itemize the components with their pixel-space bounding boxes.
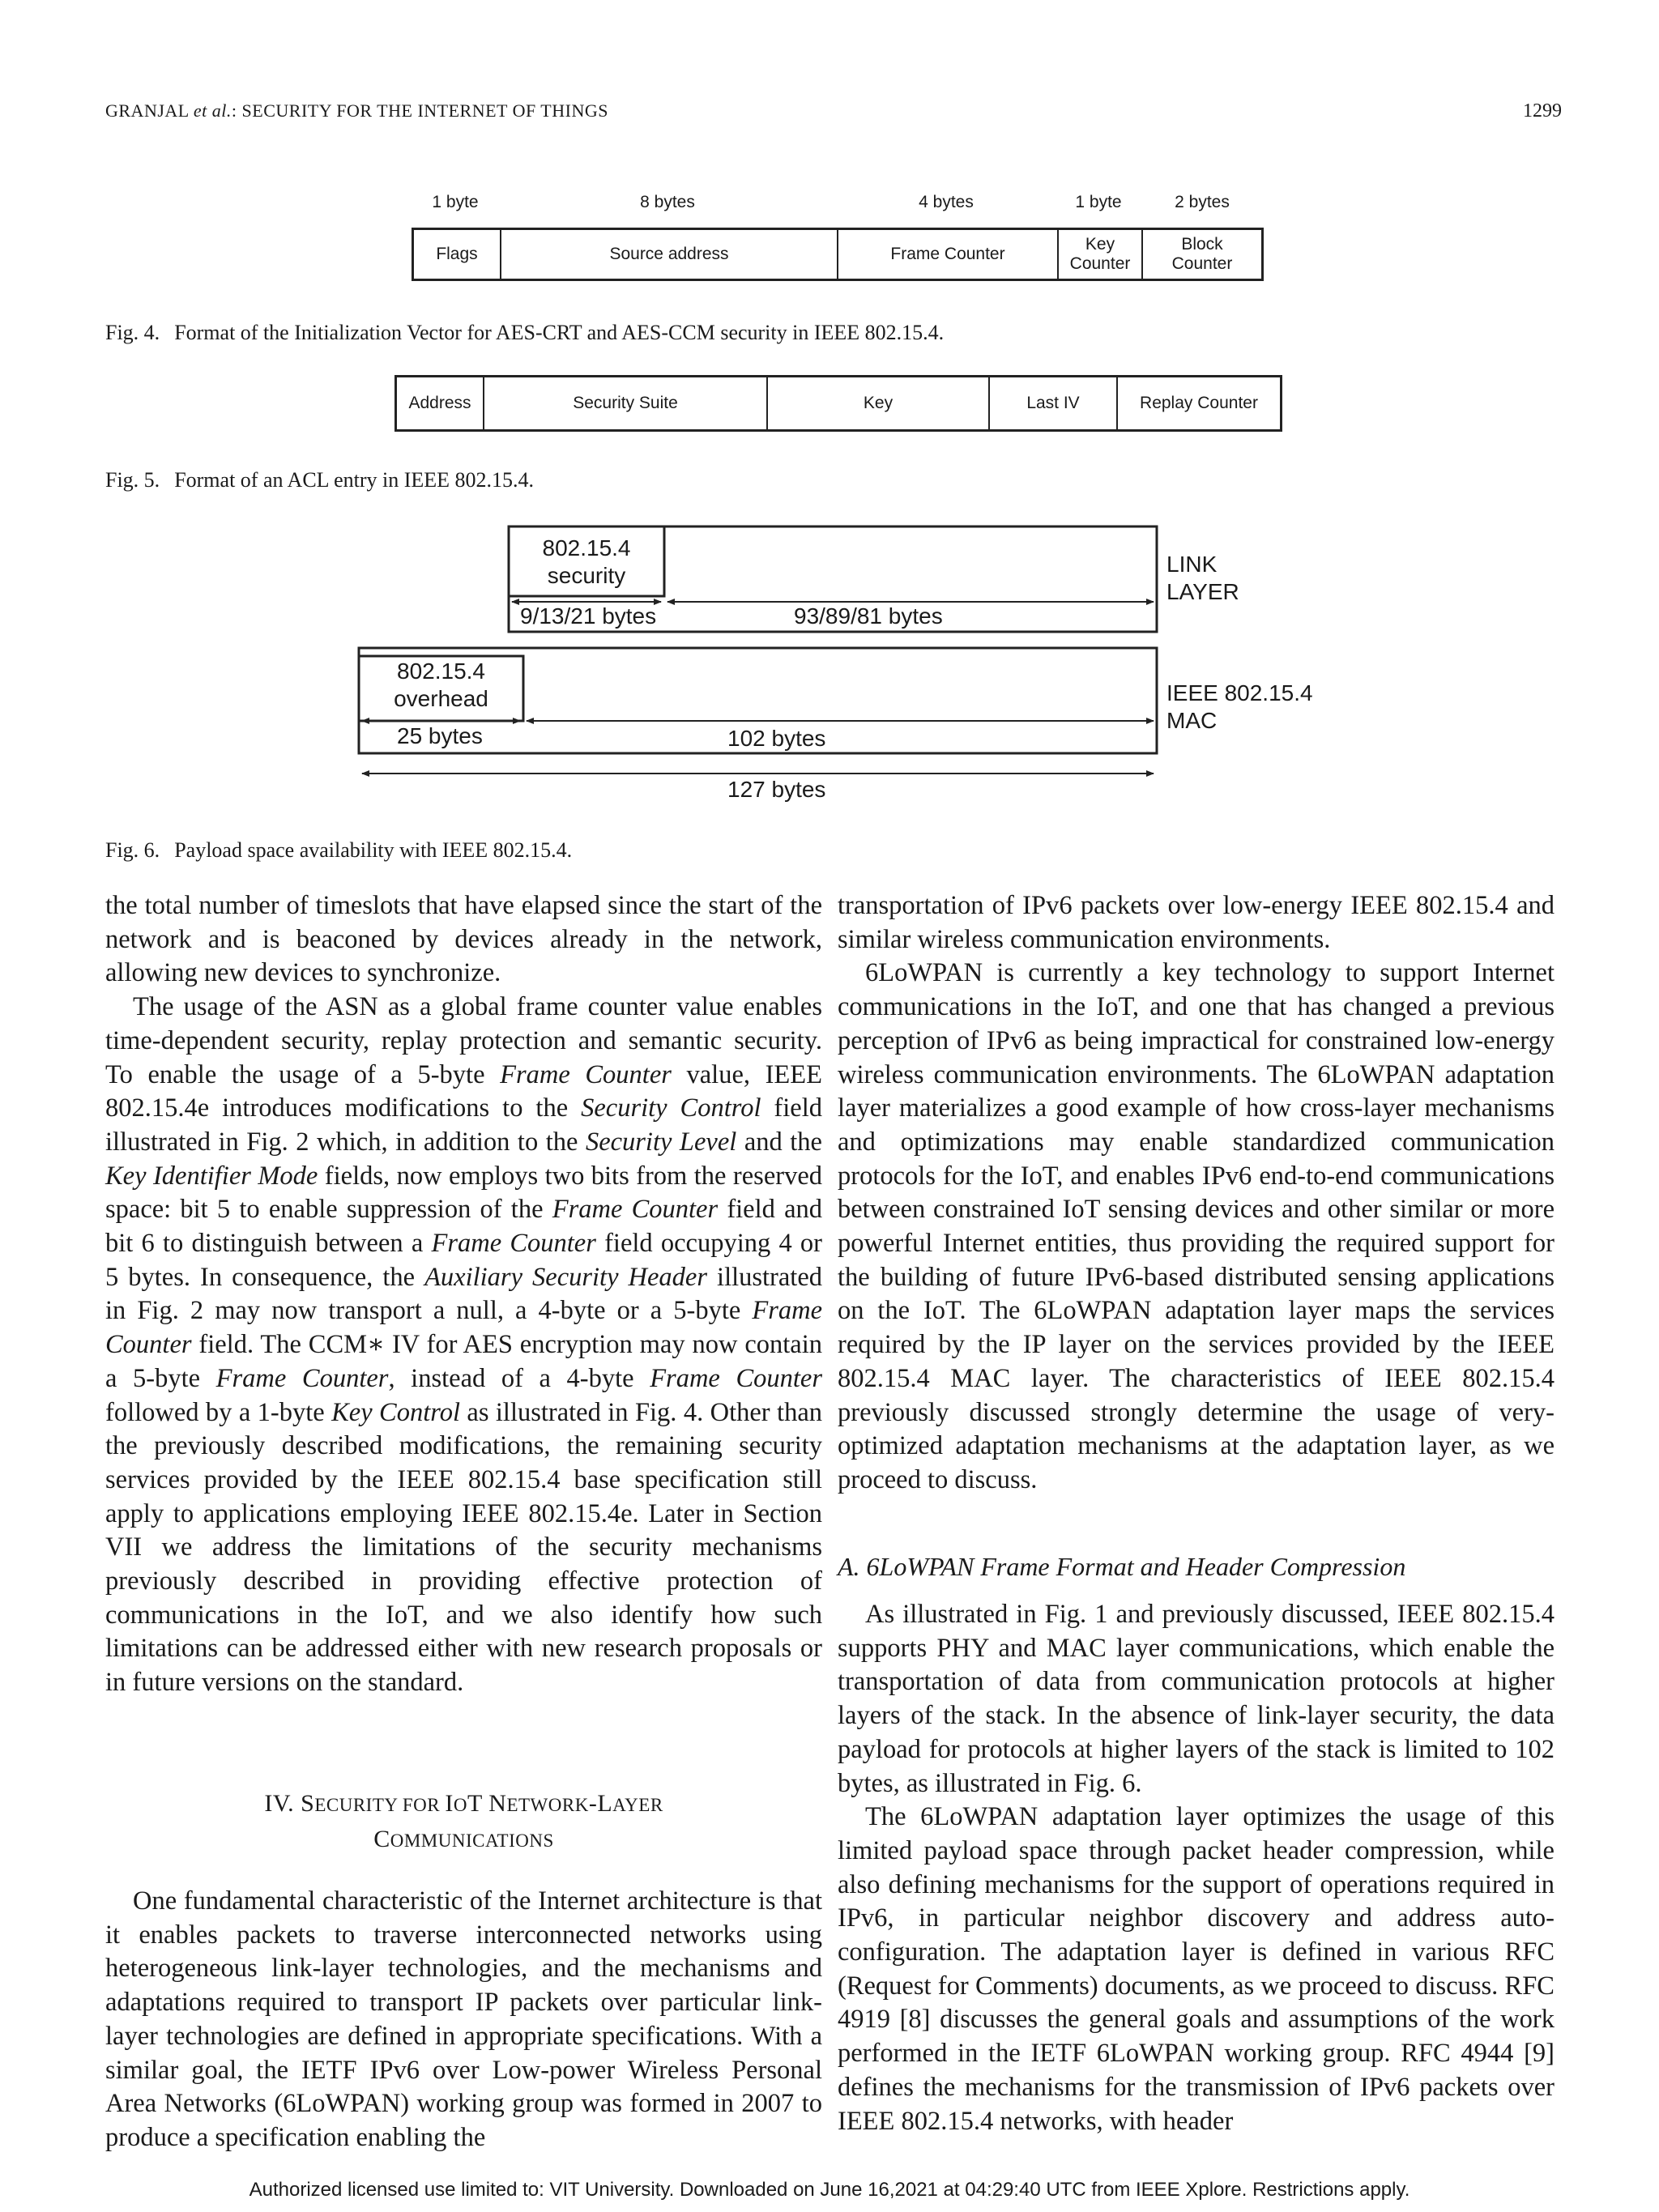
fig5-field-last-iv: Last IV [990,377,1118,429]
fig4-size-block: 2 bytes [1175,193,1230,211]
right-paragraph-2: 6LoWPAN is currently a key technology to support Internet communications in the IoT, and one that has changed a previous perception of IPv6 as being impractical for constrained low-energy wireless communication environments. The 6LoWPAN adaptation layer materializes a good example of how cross-layer mechanisms and optimizations may enable standardized communication protocols for the IoT, and enables IPv6 end-to-end communications between constrained IoT sensing devices and other similar or more powerful Internet entities, thus providing the required support for the building of future IPv6-based distributed sensing applications on the IoT. The 6LoWPAN adaptation layer maps the services required by the IP layer on the services provided by the IEEE 802.15.4 MAC layer. The characteristics of IEEE 802.15.4 previously discussed strongly determine the usage of very-optimized adaptation mechanisms at the adaptation layer, as we proceed to discuss. [838,958,1555,1494]
fig6-diagram [0,0,1659,826]
fig6-caption-label: Fig. 6. [105,838,160,862]
fig4-caption-label: Fig. 4. [105,321,160,344]
fig4-size-counter: 4 bytes [919,193,974,211]
fig6-security-bytes: 9/13/21 bytes [520,603,657,629]
fig4-field-block-counter: Block Counter [1171,235,1233,273]
fig6-mac-payload-bytes: 102 bytes [727,726,826,751]
fig4-size-source: 8 bytes [640,193,695,211]
subsection-heading: A. 6LoWPAN Frame Format and Header Compression [838,1552,1406,1581]
fig6-payload-bytes: 93/89/81 bytes [794,603,943,629]
left-paragraph-1: the total number of timeslots that have elapsed since the start of the network and is beaconed by devices already in the network, allowing new devices to synchronize. [105,891,822,988]
fig4-field-key-counter: Key Counter [1059,230,1143,279]
fig4-field-source: Source address [501,230,838,279]
fig6-overhead-bytes: 25 bytes [397,723,483,748]
fig4-size-flags: 1 byte [432,193,479,211]
right-column-continued [838,1598,1555,2138]
right-paragraph-4: The 6LoWPAN adaptation layer optimizes the usage of this limited payload space through packet header compression, while also defining mechanisms for the support of operations required in IPv6, in particular neighbor discovery and address auto-configuration. The adaptation layer is defined in various RFC (Request for Comments) documents, as we proceed to discuss. RFC 4919 [8] discusses the general goals and assumptions of the work performed in the IETF 6LoWPAN working group. RFC 4944 [9] defines the mechanisms for the transmission of IPv6 packets over IEEE 802.15.4 networks, with header [838,1802,1555,2136]
fig6-caption-text: Payload space availability with IEEE 802.15.4. [174,838,573,862]
header-authors: GRANJAL [105,100,189,121]
fig6-mac-label: IEEE 802.15.4 MAC [1166,680,1313,733]
fig5-field-suite: Security Suite [484,377,768,429]
fig6-caption [105,838,572,863]
fig5-field-replay: Replay Counter [1140,394,1258,412]
right-paragraph-3: As illustrated in Fig. 1 and previously discussed, IEEE 802.15.4 supports PHY and MAC layer communications, which enable the transportation of data from communication protocols at higher layers of the stack. In the absence of link-layer security, the data payload for protocols at higher layers of the stack is limited to 102 bytes, as illustrated in Fig. 6. [838,1600,1555,1798]
fig5-caption-text: Format of an ACL entry in IEEE 802.15.4. [174,468,535,492]
fig5-field-key: Key [768,377,990,429]
left-paragraph-3: One fundamental characteristic of the Internet architecture is that it enables packets to traverse interconnected networks using heterogeneous link-layer technologies, and the mechanisms and adaptations required to transport IP packets over particular link-layer technologies are defined in appropriate specifications. With a similar goal, the IETF IPv6 over Low-power Wireless Personal Area Networks (6LoWPAN) working group was formed in 2007 to produce a specification enabling the [105,1886,822,2152]
download-notice: Authorized licensed use limited to: VIT University. Downloaded on June 16,2021 at 04:29:40 UTC from IEEE Xplore. Restrictions apply. [249,2179,1410,2201]
section-heading: IV. SECURITY FOR IOT NETWORK-LAYER COMMUNICATIONS [264,1790,663,1852]
fig5-field-address: Address [397,377,484,429]
left-column-continued [105,1885,822,2155]
header-etal: et al. [193,100,232,121]
fig6-link-layer-label: LINK LAYER [1166,552,1239,604]
fig4-field-flags: Flags [414,230,501,279]
left-column [105,889,822,1700]
fig5-caption-label: Fig. 5. [105,468,160,492]
fig6-security-label: 802.15.4 security [542,535,631,588]
fig4-field-frame-counter: Frame Counter [838,230,1059,279]
fig4-size-key: 1 byte [1075,193,1122,211]
fig4-caption-text: Format of the Initialization Vector for AES-CRT and AES-CCM security in IEEE 802.15.4. [174,321,945,344]
header-title: : SECURITY FOR THE INTERNET OF THINGS [231,100,608,121]
right-column [838,889,1555,1498]
left-paragraph-2: The usage of the ASN as a global frame counter value enables time-dependent security, replay protection and semantic security. To enable the usage of a 5-byte Frame Counter value, IEEE 802.15.4e introduces modifications to the Security Control field illustrated in Fig. 2 which, in addition to the Security Level and the Key Identifier Mode fields, now employs two bits from the reserved space: bit 5 to enable suppression of the Frame Counter field and bit 6 to distinguish between a Frame Counter field occupying 4 or 5 bytes. In consequence, the Auxiliary Security Header illustrated in Fig. 2 may now transport a null, a 4-byte or a 5-byte Frame Counter field. The CCM∗ IV for AES encryption may now contain a 5-byte Frame Counter, instead of a 4-byte Frame Counter followed by a 1-byte Key Control as illustrated in Fig. 4. Other than the previously described modifications, the remaining security services provided by the IEEE 802.15.4 base specification still apply to applications employing IEEE 802.15.4e. Later in Section VII we address the limitations of the security mechanisms previously described in providing effective protection of communications in the IoT, and we also identify how such limitations can be addressed either with new research proposals or in future versions on the standard. [105,992,823,1698]
right-paragraph-1: transportation of IPv6 packets over low-energy IEEE 802.15.4 and similar wireless communication environments. [838,891,1555,954]
fig6-total-bytes: 127 bytes [727,777,826,802]
fig6-overhead-label: 802.15.4 overhead [394,658,488,711]
page-number: 1299 [1523,100,1562,121]
